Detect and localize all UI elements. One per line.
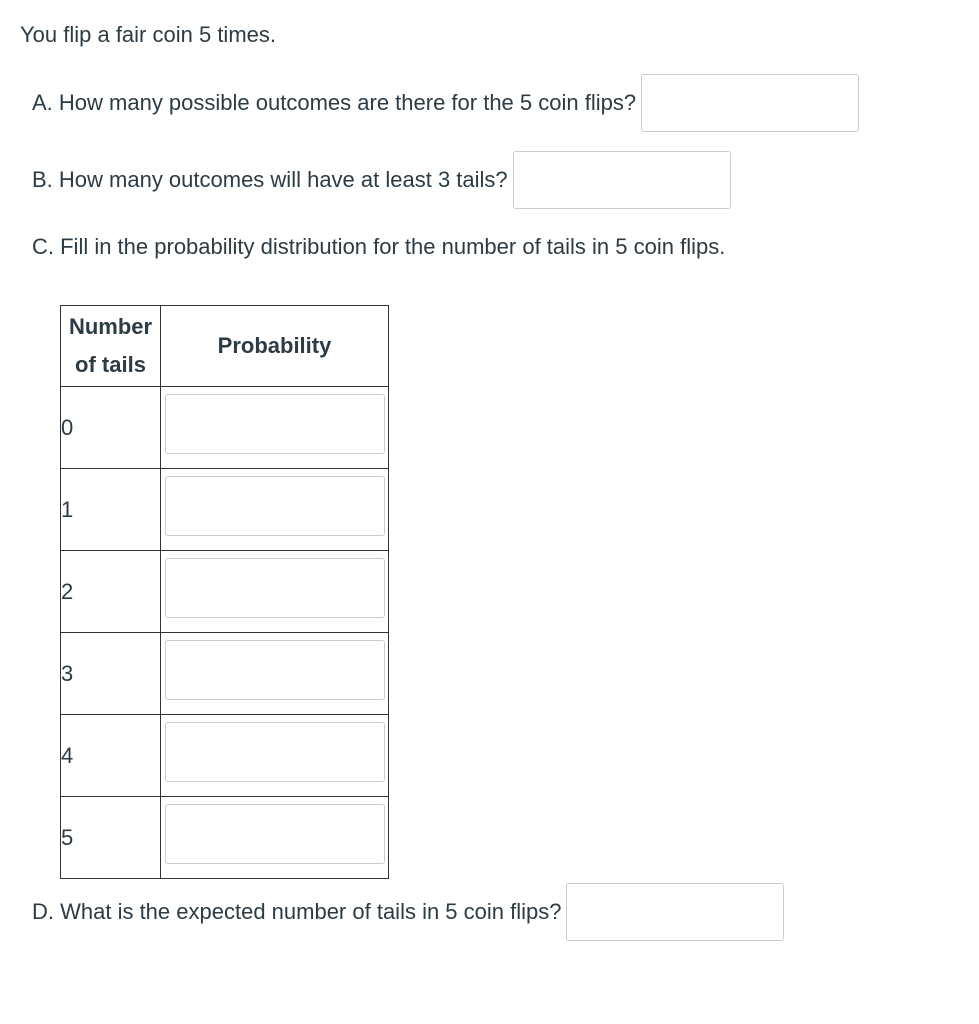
header-number-line2: of tails [75, 352, 146, 377]
probability-input-3[interactable] [165, 640, 385, 700]
probability-cell [161, 797, 389, 879]
table-row [61, 715, 389, 797]
tails-count-cell: 5 [61, 797, 161, 879]
question-d-label: D. What is the expected number of tails in 5 coin flips? [32, 899, 562, 924]
probability-cell [161, 387, 389, 469]
question-d [32, 883, 784, 941]
question-b-answer-input[interactable] [513, 151, 731, 209]
header-number-of-tails [61, 306, 161, 387]
table-row [61, 551, 389, 633]
table-header-row [61, 306, 389, 387]
table-row [61, 797, 389, 879]
question-b [32, 151, 731, 209]
question-a [32, 74, 859, 132]
question-d-answer-input[interactable] [566, 883, 784, 941]
header-number-line1: Number [68, 314, 153, 339]
table-row [61, 469, 389, 551]
question-c-label: C. Fill in the probability distribution for the number of tails in 5 coin flips. [32, 234, 726, 259]
header-probability: Probability [161, 306, 389, 387]
tails-count-cell: 2 [61, 551, 161, 633]
probability-input-5[interactable] [165, 804, 385, 864]
probability-input-1[interactable] [165, 476, 385, 536]
problem-intro: You flip a fair coin 5 times. [20, 22, 276, 47]
tails-count-cell: 4 [61, 715, 161, 797]
tails-count-cell: 1 [61, 469, 161, 551]
tails-count-cell: 3 [61, 633, 161, 715]
question-b-label: B. How many outcomes will have at least 3 tails? [32, 167, 508, 192]
tails-count-cell: 0 [61, 387, 161, 469]
table-row [61, 387, 389, 469]
table-row [61, 633, 389, 715]
probability-cell [161, 551, 389, 633]
probability-input-4[interactable] [165, 722, 385, 782]
question-a-answer-input[interactable] [641, 74, 859, 132]
probability-cell [161, 633, 389, 715]
probability-cell [161, 715, 389, 797]
probability-input-0[interactable] [165, 394, 385, 454]
probability-input-2[interactable] [165, 558, 385, 618]
question-c [32, 232, 725, 262]
question-a-label: A. How many possible outcomes are there for the 5 coin flips? [32, 90, 637, 115]
probability-distribution-table [60, 305, 389, 879]
probability-cell [161, 469, 389, 551]
